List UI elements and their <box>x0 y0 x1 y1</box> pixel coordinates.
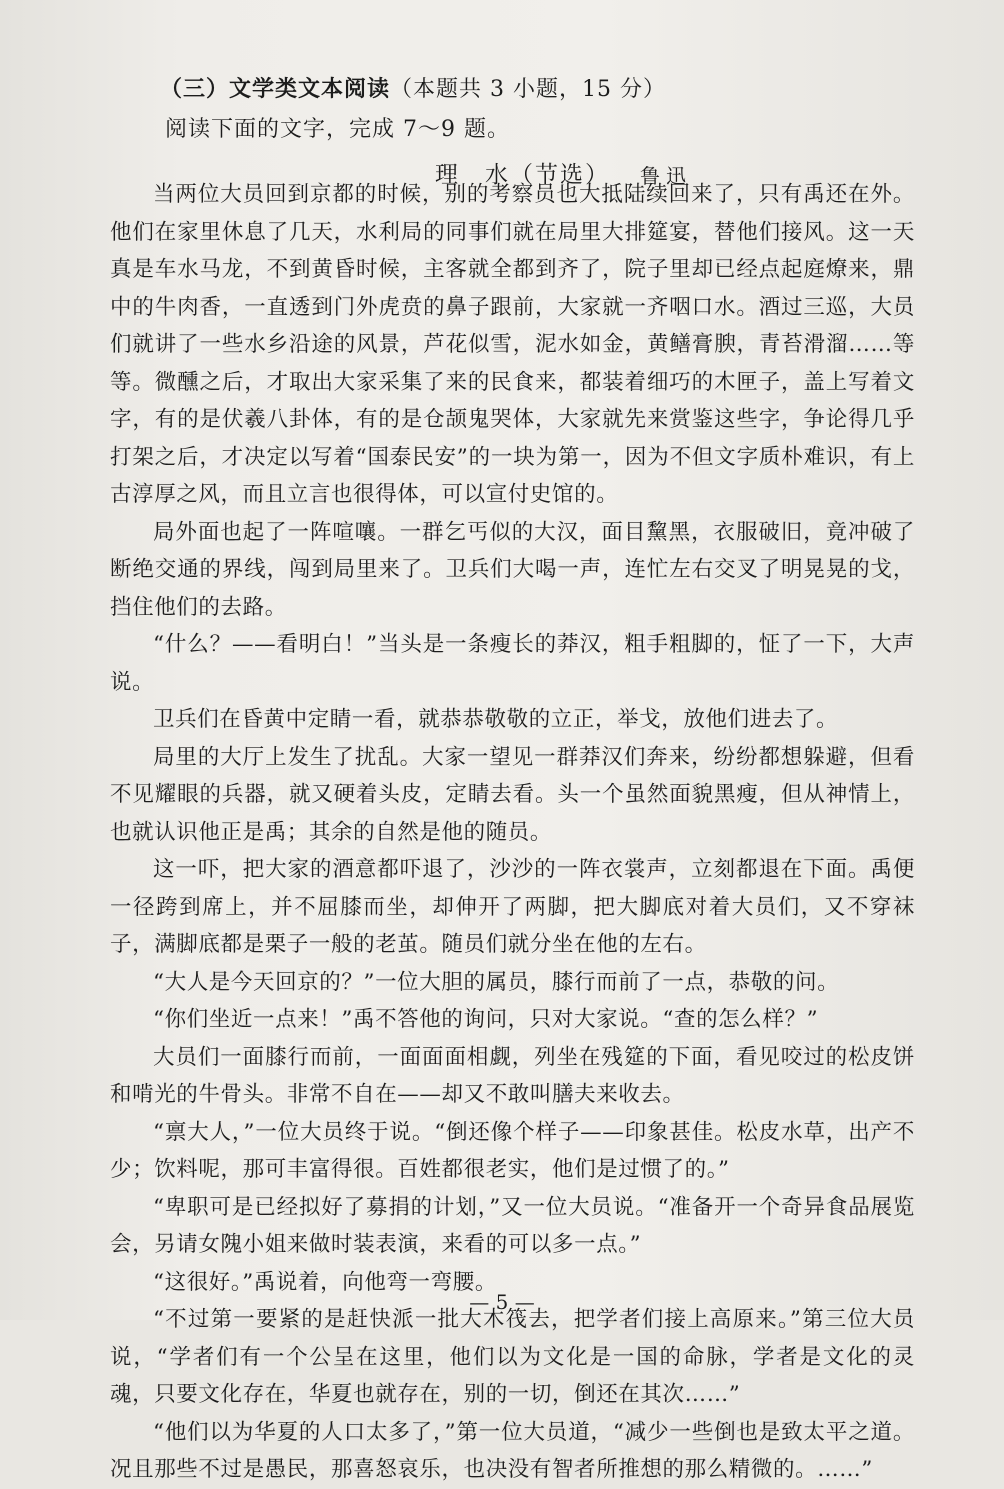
article-author: 鲁迅 <box>640 164 692 188</box>
section-title: （三）文学类文本阅读 <box>160 76 391 102</box>
paragraph: “不过第一要紧的是赶快派一批大木筏去，把学者们接上高原来。”第三位大员说，“学者们有一个公呈在这里，他们以为文化是一国的命脉，学者是文化的灵魂，只要文化存在，华夏也就存在，别的一切，倒还在其次……” <box>110 1307 915 1407</box>
section-score-note: （本题共 3 小题，15 分） <box>390 77 666 102</box>
paragraph: “你们坐近一点来！”禹不答他的询问，只对大家说。“查的怎么样？” <box>153 1007 819 1032</box>
paragraph: 局外面也起了一阵喧嚷。一群乞丐似的大汉，面目黧黑，衣服破旧，竟冲破了断绝交通的界线，闯到局里来了。卫兵们大喝一声，连忙左右交叉了明晃晃的戈，挡住他们的去路。 <box>110 519 915 620</box>
paragraph: 这一吓，把大家的酒意都吓退了，沙沙的一阵衣裳声，立刻都退在下面。禹便一径跨到席上，并不屈膝而坐，却伸开了两脚，把大脚底对着大员们，又不穿袜子，满脚底都是栗子一般的老茧。随员们就分坐在他的左右。 <box>110 857 915 957</box>
paragraph: 大员们一面膝行而前，一面面面相觑，列坐在残筵的下面，看见咬过的松皮饼和啃光的牛骨头。非常不自在——却又不敢叫膳夫来收去。 <box>110 1044 915 1107</box>
reading-instruction: 阅读下面的文字，完成 7～9 题。 <box>165 117 510 142</box>
paragraph: 卫兵们在昏黄中定睛一看，就恭恭敬敬的立正，举戈，放他们进去了。 <box>153 707 839 732</box>
paragraph: “大人是今天回京的？”一位大胆的属员，膝行而前了一点，恭敬的问。 <box>153 969 840 995</box>
page-number: — 5 — <box>469 1290 535 1314</box>
article-title: 理 水（节选） <box>435 162 610 188</box>
section-heading <box>160 72 666 103</box>
paragraph: “这很好。”禹说着，向他弯一弯腰。 <box>153 1269 497 1295</box>
paragraph: “什么？——看明白！”当头是一条瘦长的莽汉，粗手粗脚的，怔了一下，大声说。 <box>110 632 915 695</box>
paragraph: “他们以为华夏的人口太多了，”第一位大员道，“减少一些倒也是致太平之道。况且那些不过是愚民，那喜怒哀乐，也决没有智者所推想的那么精微的。……” <box>110 1419 915 1482</box>
paragraph: “禀大人，”一位大员终于说。“倒还像个样子——印象甚佳。松皮水草，出产不少；饮料呢，那可丰富得很。百姓都很老实，他们是过惯了的。” <box>110 1119 915 1182</box>
paragraph: 局里的大厅上发生了扰乱。大家一望见一群莽汉们奔来，纷纷都想躲避，但看不见耀眼的兵器，就又硬着头皮，定睛去看。头一个虽然面貌黑瘦，但从神情上，也就认识他正是禹；其余的自然是他的随员。 <box>110 744 915 845</box>
paragraph: “卑职可是已经拟好了募捐的计划，”又一位大员说。“准备开一个奇异食品展览会，另请女隗小姐来做时装表演，来看的可以多一点。” <box>110 1194 915 1257</box>
paragraph: 当两位大员回到京都的时候，别的考察员也大抵陆续回来了，只有禹还在外。他们在家里休息了几天，水利局的同事们就在局里大排筵宴，替他们接风。这一天真是车水马龙，不到黄昏时候，主客就全都到齐了，院子里却已经点起庭燎来，鼎中的牛肉香，一直透到门外虎贲的鼻子跟前，大家就一齐咽口水。酒过三巡，大员们就讲了一些水乡沿途的风景，芦花似雪，泥水如金，黄鳝膏腴，青苔滑溜……等等。微醺之后，才取出大家采集了来的民食来，都装着细巧的木匣子，盖上写着文字，有的是伏羲八卦体，有的是仓颉鬼哭体，大家就先来赏鉴这些字，争论得几乎打架之后，才决定以写着“国泰民安”的一块为第一，因为不但文字质朴难识，有上古淳厚之风，而且立言也很得体，可以宣付史馆的。 <box>110 182 915 507</box>
